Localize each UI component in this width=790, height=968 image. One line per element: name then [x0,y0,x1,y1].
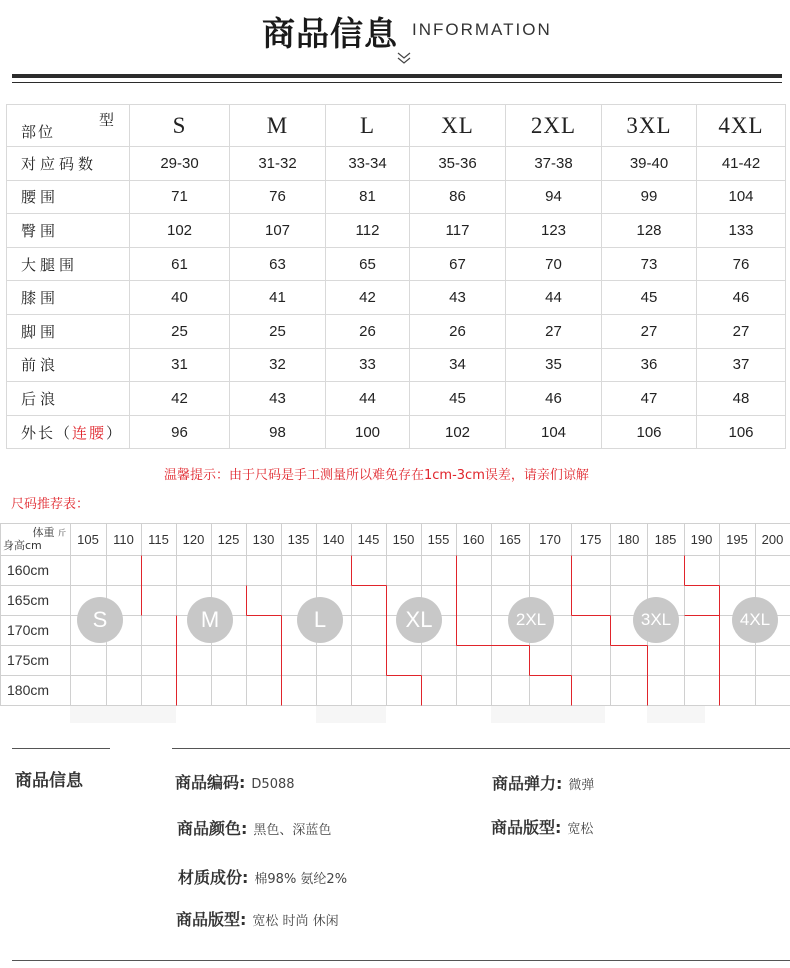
table-cell: 70 [506,247,602,281]
product-style [176,907,339,930]
table-cell: 33-34 [326,147,410,181]
table-cell: 27 [697,314,786,348]
size-bubble: 2XL [508,597,554,643]
corner-part-label: 部位 [21,123,56,141]
grid-corner-cell [0,523,70,555]
grid-shade [316,705,386,723]
size-header: M [230,105,326,147]
weight-header: 150 [392,532,415,547]
table-cell: 35-36 [410,147,506,181]
weight-header: 175 [579,532,602,547]
product-fit [491,815,593,838]
grid-shade [647,705,705,723]
table-cell: 76 [230,180,326,214]
table-cell: 71 [130,180,230,214]
table-cell: 128 [602,214,697,248]
table-cell: 102 [410,415,506,449]
size-header: 4XL [697,105,786,147]
row-label [7,415,130,449]
section-subtitle: INFORMATION [412,20,552,39]
product-elastic [492,771,594,794]
table-cell: 47 [602,382,697,416]
measurement-tip: 温馨提示：由于尺码是手工测量所以难免存在1cm-3cm误差，请亲们谅解 [164,468,589,483]
height-label: 180cm [7,682,50,698]
weight-header: 135 [287,532,310,547]
table-cell: 46 [506,382,602,416]
weight-header: 165 [499,532,521,547]
table-cell: 25 [230,314,326,348]
row-label: 前浪 [7,348,130,382]
row-label-part: ） [106,423,124,442]
grid-shade [491,705,605,723]
weight-header: 160 [462,532,485,547]
header-divider-thin [12,82,782,83]
product-material [178,865,347,888]
row-label: 腰围 [7,180,130,214]
size-bubble: M [187,597,233,643]
size-bubble: S [77,597,123,643]
table-cell: 44 [326,382,410,416]
table-cell: 107 [230,214,326,248]
table-row [7,281,786,315]
product-color-label: 商品颜色: [177,819,248,838]
product-code-value: D5088 [251,777,295,792]
section-header [0,0,790,90]
table-row [7,247,786,281]
row-label-part: 外长（ [21,423,73,442]
product-material-value: 棉98% 氨纶2% [254,872,348,887]
product-style-value: 宽松 时尚 休闲 [252,914,339,929]
product-fit-label: 商品版型: [491,818,562,837]
size-header-row [7,105,786,147]
weight-label: 体重 [32,526,55,539]
table-cell: 73 [602,247,697,281]
table-cell: 100 [326,415,410,449]
height-label: 165cm [7,592,50,608]
table-cell: 25 [130,314,230,348]
table-cell: 61 [130,247,230,281]
weight-header: 140 [322,532,345,547]
weight-unit: 斤 [58,528,66,538]
product-fit-value: 宽松 [567,822,594,837]
table-cell: 106 [697,415,786,449]
weight-header: 130 [252,532,275,547]
weight-header: 190 [690,532,713,547]
table-cell: 43 [410,281,506,315]
table-cell: 34 [410,348,506,382]
header-divider-thick [12,74,782,78]
info-divider-left [12,748,110,749]
table-cell: 99 [602,180,697,214]
table-cell: 29-30 [130,147,230,181]
table-cell: 67 [410,247,506,281]
table-cell: 41 [230,281,326,315]
table-cell: 86 [410,180,506,214]
table-cell: 36 [602,348,697,382]
table-cell: 81 [326,180,410,214]
table-cell: 46 [697,281,786,315]
product-color [177,816,331,839]
size-bubble: L [297,597,343,643]
size-header: S [130,105,230,147]
height-label: 160cm [7,562,50,578]
table-cell: 104 [506,415,602,449]
weight-header: 155 [427,532,450,547]
table-cell: 45 [410,382,506,416]
product-elastic-label: 商品弹力: [492,774,563,793]
double-chevron-down-icon [396,50,412,66]
table-cell: 94 [506,180,602,214]
row-label: 对应码数 [7,147,130,181]
corner-height-label: 身高cm [3,539,42,552]
table-cell: 26 [410,314,506,348]
row-label-highlight: 连腰 [72,423,107,442]
section-title: 商品信息 [262,14,398,53]
table-row [7,382,786,416]
table-cell: 27 [602,314,697,348]
table-cell: 106 [602,415,697,449]
table-corner-cell [7,105,130,147]
weight-header: 125 [217,532,240,547]
weight-header: 120 [182,532,205,547]
table-cell: 31-32 [230,147,326,181]
height-label: 175cm [7,652,50,668]
table-cell: 33 [326,348,410,382]
weight-header: 105 [77,532,99,547]
size-chart-table [6,104,786,449]
table-cell: 40 [130,281,230,315]
product-material-label: 材质成份: [178,868,249,887]
table-cell: 102 [130,214,230,248]
table-cell: 42 [130,382,230,416]
table-cell: 44 [506,281,602,315]
table-cell: 41-42 [697,147,786,181]
row-label: 膝围 [7,281,130,315]
size-bubble: 3XL [633,597,679,643]
size-header: XL [410,105,506,147]
product-code [175,770,295,793]
table-cell: 112 [326,214,410,248]
table-row [7,314,786,348]
table-cell: 37-38 [506,147,602,181]
size-recommend-grid [0,523,790,705]
weight-header: 180 [617,532,640,547]
table-cell: 133 [697,214,786,248]
table-cell: 43 [230,382,326,416]
weight-header: 200 [761,532,784,547]
size-bubble: 4XL [732,597,778,643]
weight-header: 145 [357,532,380,547]
table-row [7,415,786,449]
weight-header: 195 [726,532,748,547]
row-label: 后浪 [7,382,130,416]
table-cell: 27 [506,314,602,348]
table-cell: 63 [230,247,326,281]
product-style-label: 商品版型: [176,910,247,929]
table-cell: 76 [697,247,786,281]
table-cell: 48 [697,382,786,416]
size-header: 2XL [506,105,602,147]
info-divider-right [172,748,790,749]
product-color-value: 黑色、深蓝色 [253,823,332,838]
table-cell: 65 [326,247,410,281]
row-label: 脚围 [7,314,130,348]
table-cell: 104 [697,180,786,214]
table-cell: 39-40 [602,147,697,181]
recommend-title: 尺码推荐表： [11,497,90,512]
size-header: L [326,105,410,147]
table-cell: 26 [326,314,410,348]
table-cell: 123 [506,214,602,248]
table-cell: 37 [697,348,786,382]
table-cell: 31 [130,348,230,382]
table-row [7,180,786,214]
weight-header: 115 [148,532,169,547]
table-row [7,348,786,382]
row-label: 大腿围 [7,247,130,281]
height-label: 170cm [7,622,50,638]
size-bubble: XL [396,597,442,643]
table-cell: 96 [130,415,230,449]
product-info-title: 商品信息 [15,771,83,791]
table-cell: 117 [410,214,506,248]
weight-header: 170 [539,532,561,547]
table-cell: 45 [602,281,697,315]
table-cell: 98 [230,415,326,449]
weight-header: 185 [654,532,677,547]
table-cell: 35 [506,348,602,382]
table-cell: 32 [230,348,326,382]
table-row [7,214,786,248]
size-header: 3XL [602,105,697,147]
product-code-label: 商品编码: [175,773,246,792]
row-label: 臀围 [7,214,130,248]
bottom-divider [12,960,790,961]
grid-shade [70,705,176,723]
table-cell: 42 [326,281,410,315]
weight-header: 110 [113,532,134,547]
corner-size-label: 型 [98,111,115,129]
table-row [7,147,786,181]
product-elastic-value: 微弹 [568,778,595,793]
